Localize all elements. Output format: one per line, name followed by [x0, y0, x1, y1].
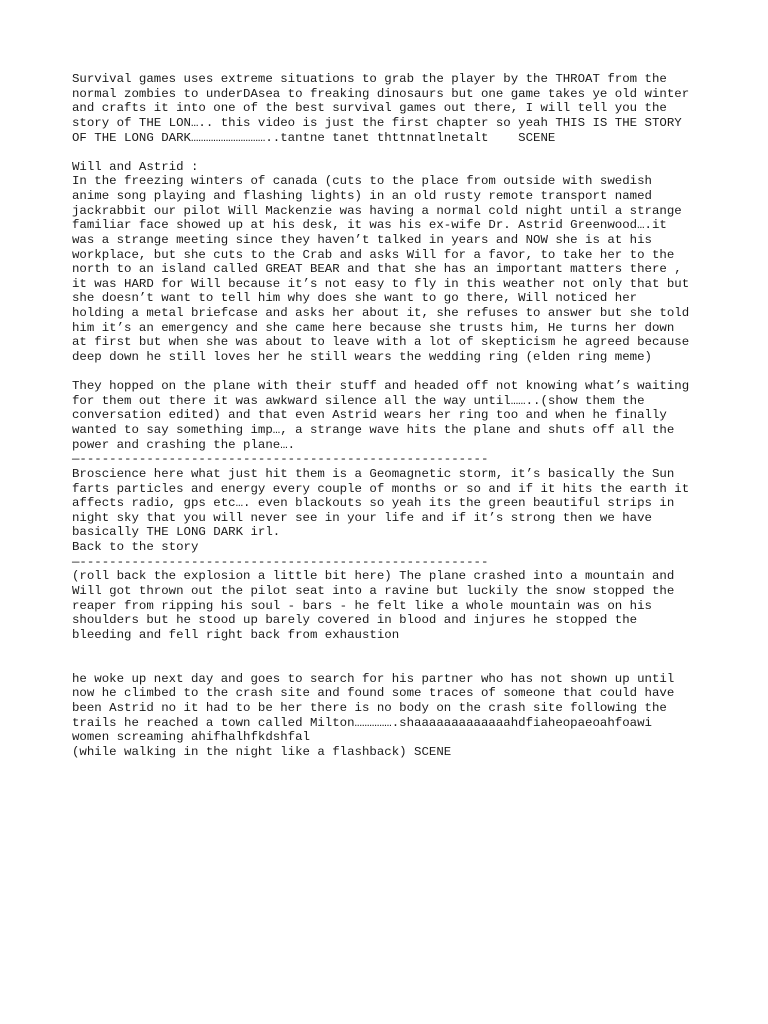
- text-line: (roll back the explosion a little bit here) The plane crashed into a mountain and: [72, 569, 675, 584]
- text-line: north to an island called GREAT BEAR and that she has an important matters there ,: [72, 262, 682, 277]
- text-line: at first but when she was about to leave with a lot of skepticism he agreed because: [72, 335, 690, 350]
- text-line: and crafts it into one of the best survival games out there, I will tell you the: [72, 101, 667, 116]
- text-line: —-------------------------------------------------------: [72, 452, 489, 467]
- text-line: she doesn’t want to tell him why does she want to go there, Will noticed her: [72, 291, 638, 306]
- text-line: Back to the story: [72, 540, 199, 554]
- text-line: They hopped on the plane with their stuff and headed off not knowing what’s waiting: [72, 379, 690, 394]
- text-line: for them out there it was awkward silence all the way until……..(show them the: [72, 393, 645, 408]
- text-line: anime song playing and flashing lights) in an old rusty remote transport named: [72, 189, 652, 203]
- blank-line: [72, 642, 712, 657]
- text-line: Survival games uses extreme situations to grab the player by the THROAT from the: [72, 72, 667, 86]
- text-line: story of THE LON….. this video is just the first chapter so yeah THIS IS THE STORY: [72, 115, 682, 130]
- text-line: —-------------------------------------------------------: [72, 554, 489, 569]
- blank-line: [72, 145, 712, 160]
- text-line: basically THE LONG DARK irl.: [72, 525, 281, 540]
- text-line: now he climbed to the crash site and found some traces of someone that could have: [72, 686, 675, 701]
- text-line: farts particles and energy every couple of months or so and if it hits the earth it: [72, 481, 690, 496]
- text-line: he woke up next day and goes to search for his partner who has not shown up until: [72, 671, 675, 686]
- text-line: been Astrid no it had to be her there is no body on the crash site following the: [72, 700, 667, 715]
- text-line: Will got thrown out the pilot seat into a ravine but luckily the snow stopped the: [72, 583, 675, 598]
- text-line: In the freezing winters of canada (cuts to the place from outside with swedish: [72, 174, 652, 189]
- text-line: Broscience here what just hit them is a Geomagnetic storm, it’s basically the Sun: [72, 466, 675, 481]
- text-line: (while walking in the night like a flashback) SCENE: [72, 744, 452, 759]
- text-line: women screaming ahifhalhfkdshfal: [72, 730, 310, 745]
- text-line: was a strange meeting since they haven’t talked in years and NOW she is at his: [72, 232, 652, 247]
- text-line: conversation edited) and that even Astrid wears her ring too and when he finally: [72, 408, 667, 423]
- text-line: bleeding and fell right back from exhaustion: [72, 627, 400, 642]
- text-line: power and crashing the plane….: [72, 437, 296, 452]
- text-line: jackrabbit our pilot Will Mackenzie was having a normal cold night until a strange: [72, 203, 682, 218]
- text-line: him it’s an emergency and she came here because she trusts him, He turns her down: [72, 320, 675, 335]
- text-line: workplace, but she cuts to the Crab and asks Will for a favor, to take her to the: [72, 247, 675, 262]
- blank-line: [72, 657, 712, 672]
- document-body: [72, 72, 712, 759]
- text-line: reaper from ripping his soul - bars - he felt like a whole mountain was on his: [72, 598, 652, 613]
- text-line: deep down he still loves her he still wears the wedding ring (elden ring meme): [72, 349, 652, 364]
- text-line: normal zombies to underDAsea to freaking dinosaurs but one game takes ye old winter: [72, 86, 690, 101]
- text-line: OF THE LONG DARK…………………………..tantne tanet thttnnatlnetalt SCENE: [72, 130, 556, 145]
- text-line: affects radio, gps etc…. even blackouts so yeah its the green beautiful strips in: [72, 496, 675, 511]
- text-line: Will and Astrid :: [72, 159, 199, 174]
- text-line: night sky that you will never see in your life and if it’s strong then we have: [72, 510, 652, 525]
- blank-line: [72, 365, 712, 380]
- text-line: it was HARD for Will because it’s not easy to fly in this weather not only that but: [72, 276, 690, 291]
- text-line: holding a metal briefcase and asks her about it, she refuses to answer but she told: [72, 306, 690, 320]
- text-line: shoulders but he stood up barely covered in blood and injures he stopped the: [72, 613, 638, 628]
- text-line: familiar face showed up at his desk, it was his ex-wife Dr. Astrid Greenwood….it: [72, 218, 667, 233]
- text-line: trails he reached a town called Milton…………….shaaaaaaaaaaaaahdfiaheopaeoahfoawi: [72, 715, 652, 730]
- text-line: wanted to say something imp…, a strange wave hits the plane and shuts off all the: [72, 423, 675, 437]
